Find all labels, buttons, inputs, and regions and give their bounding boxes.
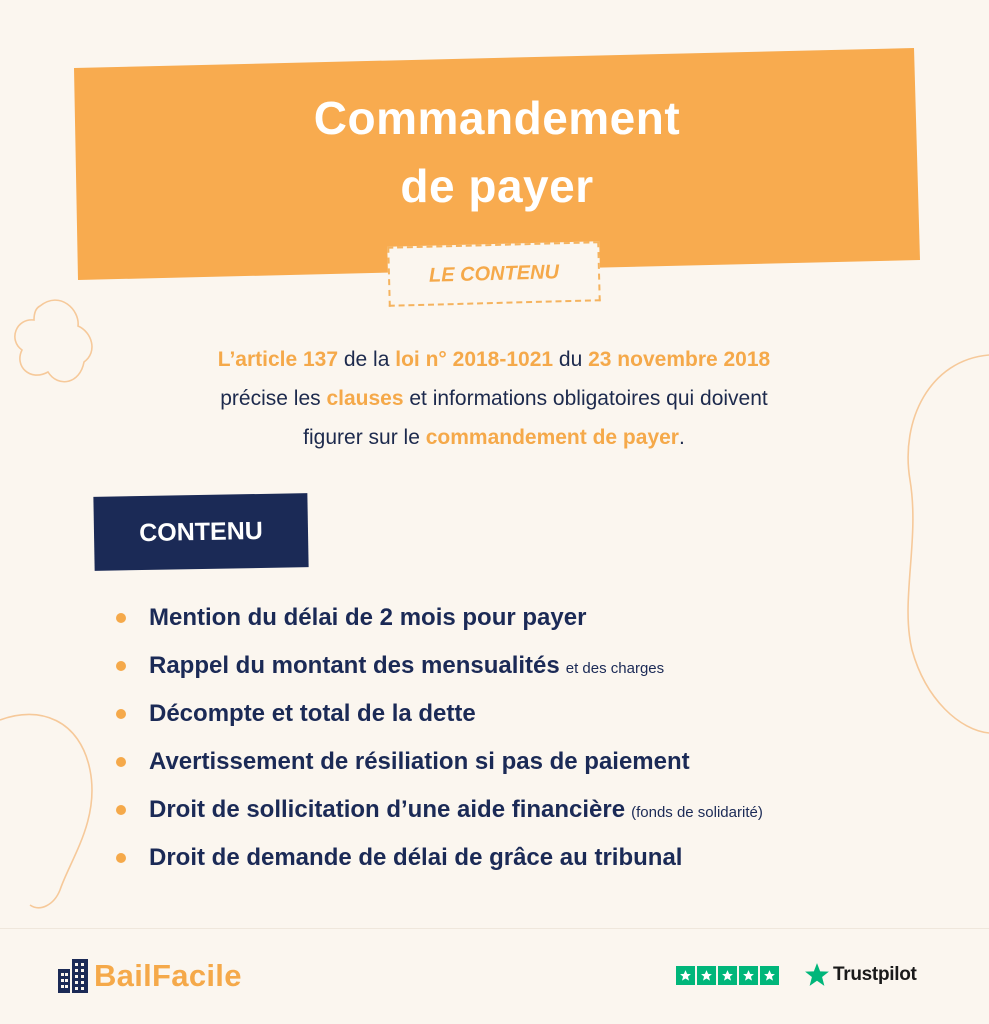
bullet-dot (116, 613, 126, 623)
trustpilot-star-icon (804, 962, 830, 988)
trustpilot-logo[interactable] (804, 962, 917, 988)
trustpilot-rating (676, 966, 779, 985)
star-icon (718, 966, 737, 985)
intro-text: du (553, 348, 589, 371)
intro-line-3 (60, 418, 928, 457)
title-line-1: Commandement (313, 92, 681, 144)
item-text: Décompte et total de la dette (149, 700, 476, 727)
star-icon (739, 966, 758, 985)
bullet-dot (116, 853, 126, 863)
list-item (116, 690, 763, 738)
star-icon (760, 966, 779, 985)
subtitle-tag: LE CONTENU (387, 241, 600, 307)
clauses-highlight: clauses (326, 387, 404, 410)
list-item (116, 594, 763, 642)
building-icon (58, 959, 88, 993)
list-item (116, 642, 763, 690)
intro-text: figurer sur le (303, 426, 426, 449)
intro-line-1 (60, 340, 928, 379)
item-text: Rappel du montant des mensualités (149, 652, 560, 679)
footer-divider (0, 928, 989, 929)
item-text: Droit de demande de délai de grâce au tribunal (149, 844, 683, 871)
law-ref: loi n° 2018-1021 (395, 348, 554, 371)
intro-line-2 (60, 379, 928, 418)
intro-text: de la (338, 348, 396, 371)
page-title (74, 84, 920, 220)
star-icon (676, 966, 695, 985)
list-item (116, 786, 763, 834)
item-note: (fonds de solidarité) (631, 803, 763, 821)
bullet-dot (116, 805, 126, 815)
law-date: 23 novembre 2018 (588, 348, 771, 371)
trustpilot-name: Trustpilot (833, 964, 917, 985)
intro-paragraph (60, 340, 928, 457)
list-item (116, 738, 763, 786)
intro-text: . (678, 426, 685, 449)
item-text: Avertissement de résiliation si pas de paiement (149, 748, 690, 775)
bullet-dot (116, 661, 126, 671)
article-ref: L’article 137 (217, 348, 339, 371)
item-text: Mention du délai de 2 mois pour payer (149, 604, 587, 631)
intro-text: et informations obligatoires qui doivent (403, 387, 768, 410)
content-list (116, 594, 763, 882)
list-item (116, 834, 763, 882)
title-line-2: de payer (400, 160, 594, 212)
section-label: CONTENU (93, 493, 308, 571)
brand-logo[interactable] (58, 955, 242, 997)
commandement-highlight: commandement de payer (425, 426, 679, 449)
item-text: Droit de sollicitation d’une aide financière (149, 796, 626, 823)
brand-name: BailFacile (94, 958, 242, 993)
intro-text: précise les (220, 387, 327, 410)
star-icon (697, 966, 716, 985)
bullet-dot (116, 757, 126, 767)
item-note: et des charges (565, 659, 665, 677)
bullet-dot (116, 709, 126, 719)
